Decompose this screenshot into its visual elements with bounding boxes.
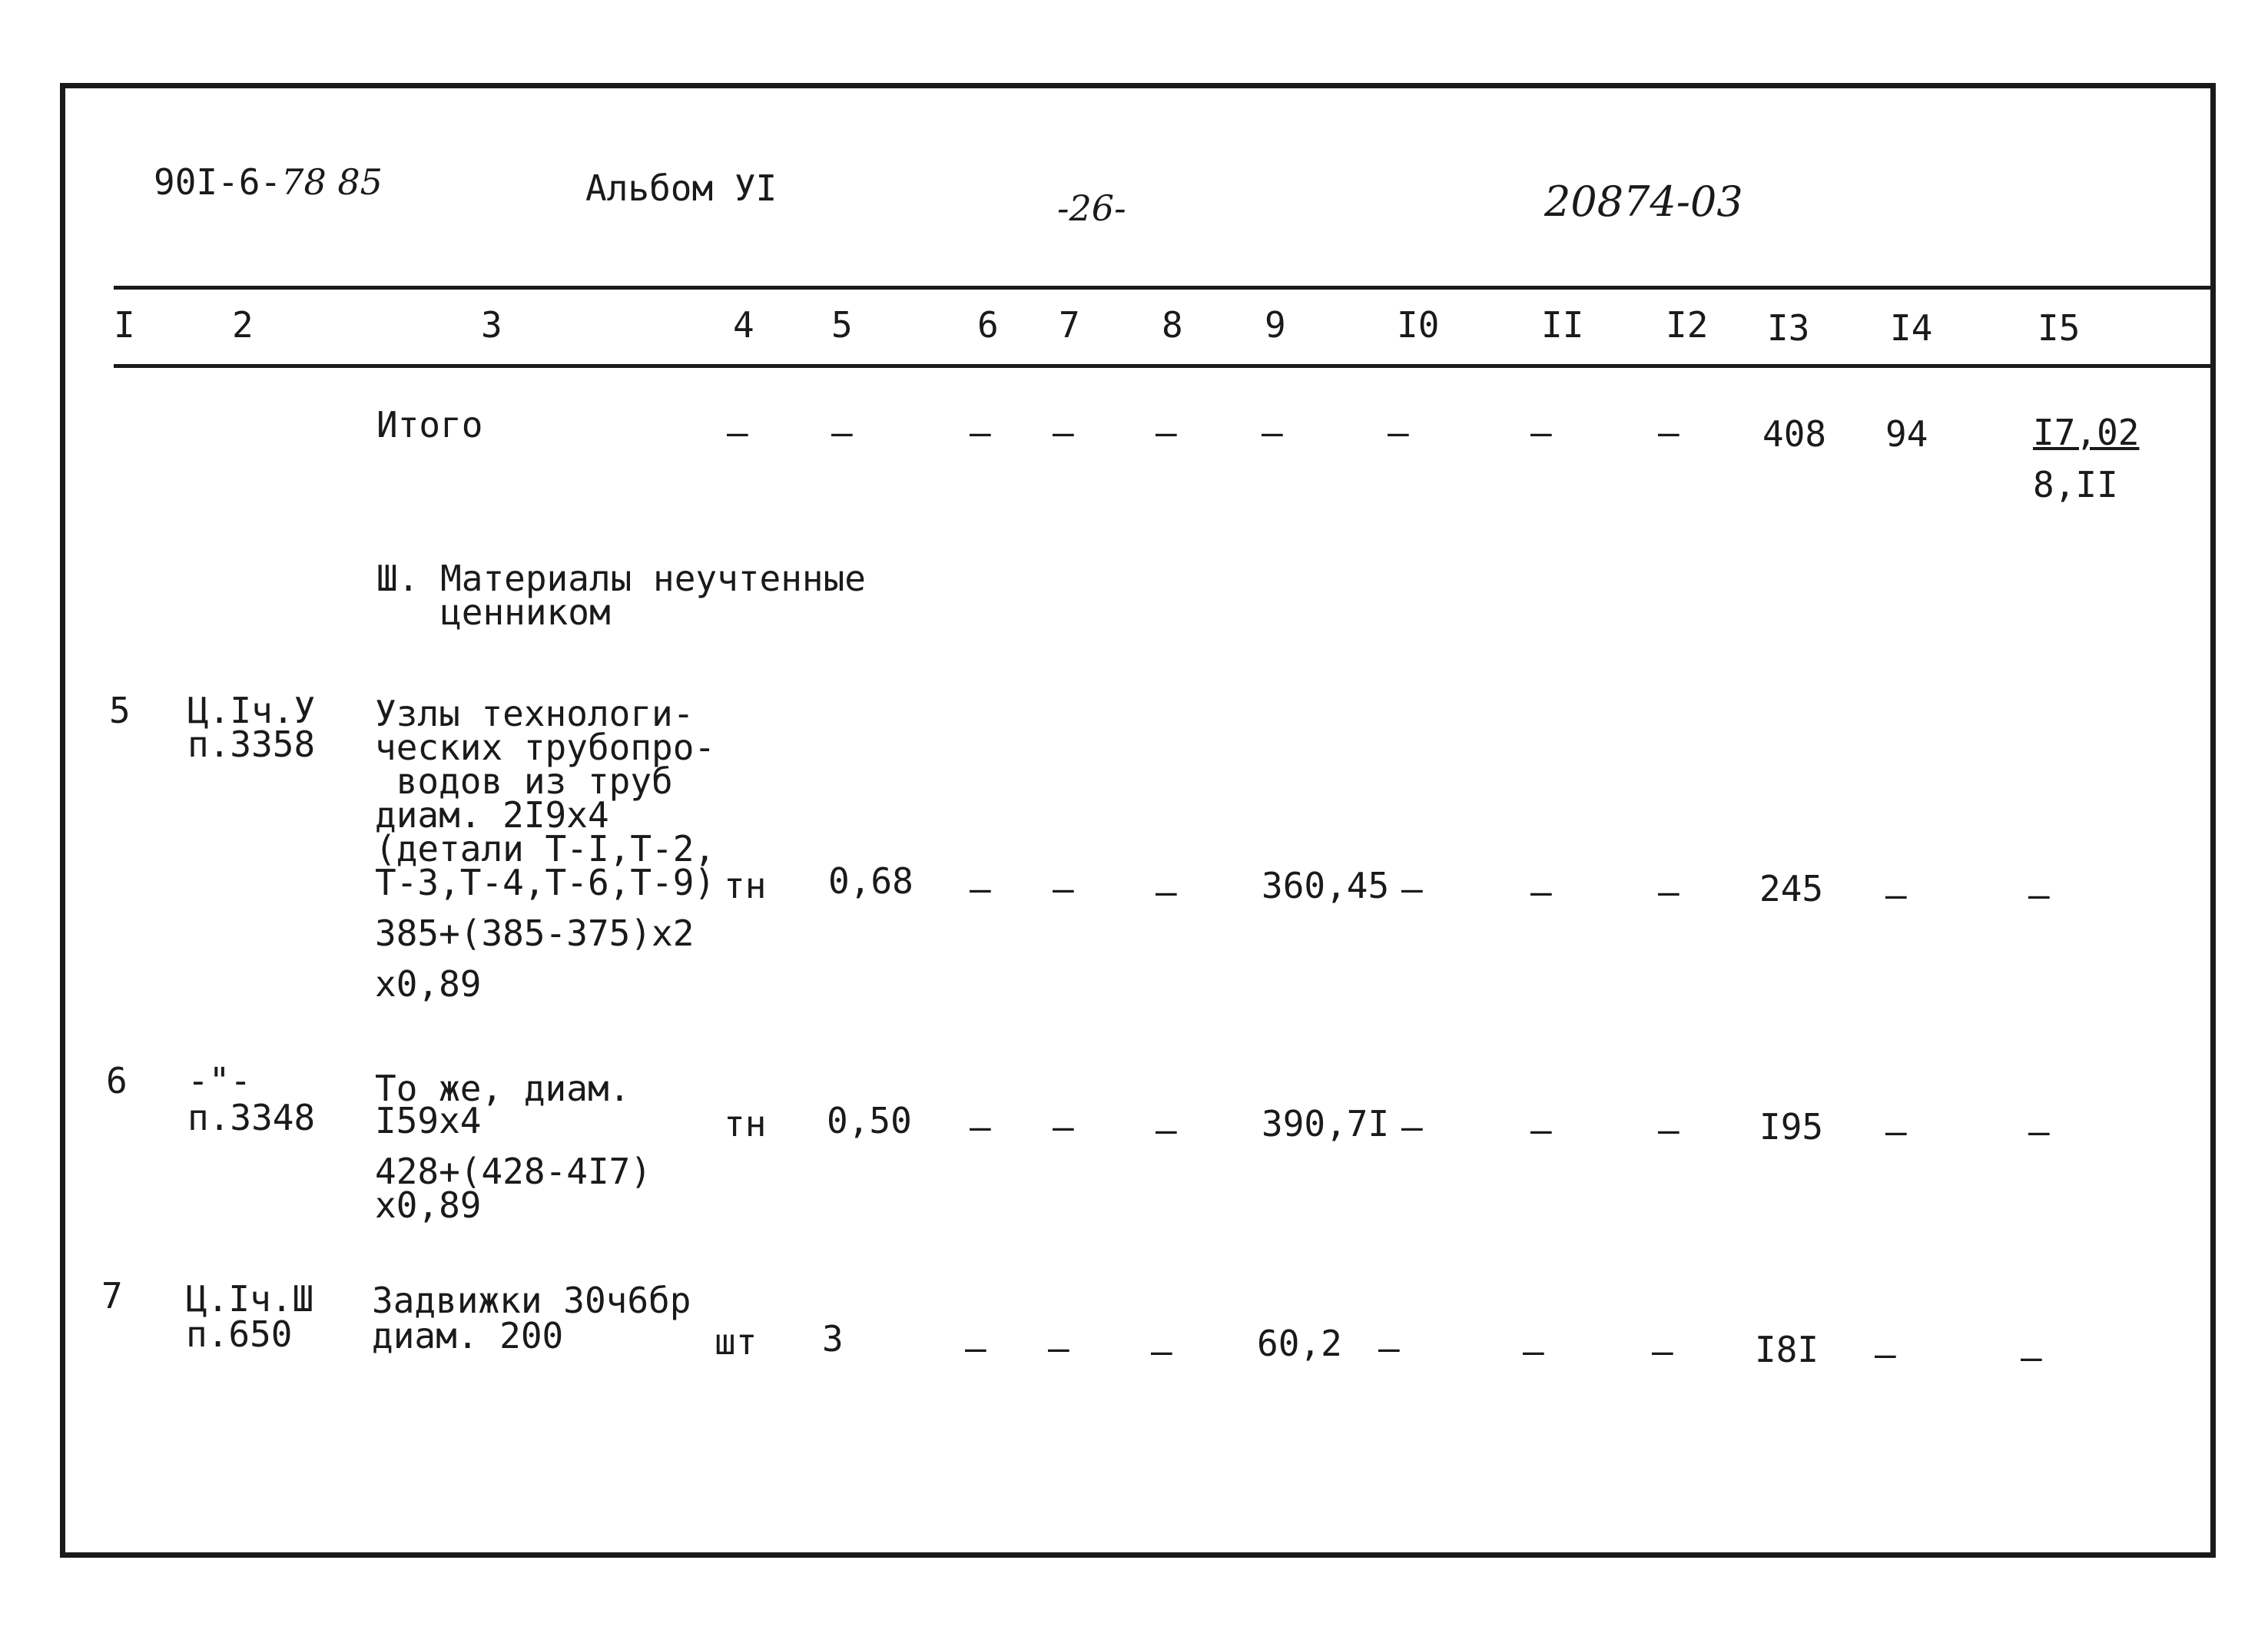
col-header-5: 5 <box>831 304 853 346</box>
col-header-7: 7 <box>1059 304 1080 346</box>
row-col-14: – <box>1885 874 1907 916</box>
col-header-3: 3 <box>481 304 502 346</box>
section-title-line: Ш. Материалы неучтенные <box>376 558 866 599</box>
col-header-12: I2 <box>1666 304 1709 346</box>
row-description: Узлы технологи- <box>375 693 695 734</box>
header-bottom-rule <box>114 364 2216 368</box>
row-description: Задвижки 30ч6бр <box>372 1280 691 1321</box>
col-header-15: I5 <box>2038 307 2081 349</box>
col-header-10: I0 <box>1397 304 1440 346</box>
row-reference: Ц.Iч.У <box>187 690 316 731</box>
row-col-7: – <box>1048 1327 1069 1369</box>
section-title-line: ценником <box>376 591 611 633</box>
total-col-15-top: I7,02 <box>2033 412 2140 453</box>
row-description: водов из труб <box>375 760 673 802</box>
total-dash-11: – <box>1530 412 1552 453</box>
row-col-8: – <box>1151 1330 1172 1372</box>
row-col-12: – <box>1658 871 1679 913</box>
total-dash-6: – <box>970 412 991 453</box>
row-unit: шт <box>715 1321 758 1363</box>
row-col-9: 360,45 <box>1262 865 1390 906</box>
row-unit: тн <box>724 1103 767 1144</box>
header-top-rule <box>114 286 2216 290</box>
row-col-12: – <box>1658 1109 1679 1151</box>
row-col-10: – <box>1401 1106 1423 1148</box>
row-col-15: – <box>2021 1337 2042 1378</box>
row-description: ческих трубопро- <box>375 727 716 768</box>
row-col-15: – <box>2028 874 2050 916</box>
col-header-8: 8 <box>1162 304 1183 346</box>
row-col-8: – <box>1156 871 1177 913</box>
row-col-7: – <box>1053 1106 1074 1148</box>
col-header-9: 9 <box>1265 304 1286 346</box>
total-dash-5: – <box>831 412 853 453</box>
row-col-11: – <box>1530 871 1552 913</box>
row-col-15: – <box>2028 1111 2050 1152</box>
col-header-4: 4 <box>733 304 754 346</box>
row-calculation: х0,89 <box>375 963 482 1005</box>
row-reference: п.3358 <box>187 724 316 765</box>
row-number: 7 <box>101 1275 123 1317</box>
row-col-8: – <box>1156 1109 1177 1151</box>
row-reference: Ц.Iч.Ш <box>186 1278 314 1320</box>
total-dash-9: – <box>1262 412 1283 453</box>
row-col-6: – <box>965 1327 986 1369</box>
album-label: Альбом УI <box>585 167 778 209</box>
col-header-2: 2 <box>232 304 254 346</box>
page-number: -26- <box>1057 187 1126 229</box>
row-calculation: 428+(428-4I7) <box>375 1151 652 1192</box>
total-col-15-bottom: 8,II <box>2033 464 2118 505</box>
row-reference: -"- <box>187 1060 252 1101</box>
row-col-13: 245 <box>1759 868 1824 909</box>
total-dash-10: – <box>1388 412 1409 453</box>
row-description: диам. 200 <box>372 1315 564 1356</box>
row-calculation: 385+(385-375)х2 <box>375 913 695 954</box>
row-description: I59х4 <box>375 1100 482 1141</box>
total-dash-7: – <box>1053 412 1074 453</box>
row-col-13: I8I <box>1755 1329 1819 1370</box>
total-col-14: 94 <box>1885 413 1928 455</box>
row-description: (детали Т-I,Т-2, <box>375 828 716 869</box>
row-description: Т-3,Т-4,Т-6,Т-9) <box>375 862 716 903</box>
row-col-12: – <box>1652 1330 1673 1372</box>
row-quantity: 0,68 <box>828 860 914 902</box>
row-col-6: – <box>970 1106 991 1148</box>
row-col-7: – <box>1053 868 1074 909</box>
project-code: 90I-6-78 85 <box>154 161 383 203</box>
document-number: 20874-03 <box>1544 177 1743 226</box>
row-unit: тн <box>724 865 767 906</box>
row-col-9: 390,7I <box>1262 1103 1390 1144</box>
row-col-11: – <box>1523 1330 1544 1372</box>
row-col-9: 60,2 <box>1257 1323 1342 1364</box>
row-reference: п.3348 <box>187 1097 316 1138</box>
row-number: 6 <box>106 1060 128 1101</box>
row-calculation: х0,89 <box>375 1184 482 1226</box>
row-col-6: – <box>970 868 991 909</box>
row-col-13: I95 <box>1759 1106 1824 1148</box>
total-col-13: 408 <box>1762 413 1827 455</box>
row-col-14: – <box>1885 1111 1907 1152</box>
row-col-10: – <box>1401 868 1423 909</box>
row-col-14: – <box>1875 1333 1896 1375</box>
row-description: То же, диам. <box>375 1068 631 1109</box>
row-col-10: – <box>1378 1327 1400 1369</box>
row-number: 5 <box>109 690 131 731</box>
row-quantity: 0,50 <box>827 1100 912 1141</box>
col-header-13: I3 <box>1767 307 1810 349</box>
row-reference: п.650 <box>186 1313 293 1355</box>
total-label: Итого <box>376 404 483 446</box>
total-dash-4: – <box>727 412 748 453</box>
col-header-6: 6 <box>977 304 999 346</box>
col-header-14: I4 <box>1890 307 1933 349</box>
col-header-11: II <box>1541 304 1584 346</box>
total-dash-8: – <box>1156 412 1177 453</box>
total-dash-12: – <box>1658 412 1679 453</box>
row-description: диам. 2I9х4 <box>375 794 609 836</box>
col-header-1: I <box>114 304 135 346</box>
row-col-11: – <box>1530 1109 1552 1151</box>
row-quantity: 3 <box>822 1318 844 1360</box>
